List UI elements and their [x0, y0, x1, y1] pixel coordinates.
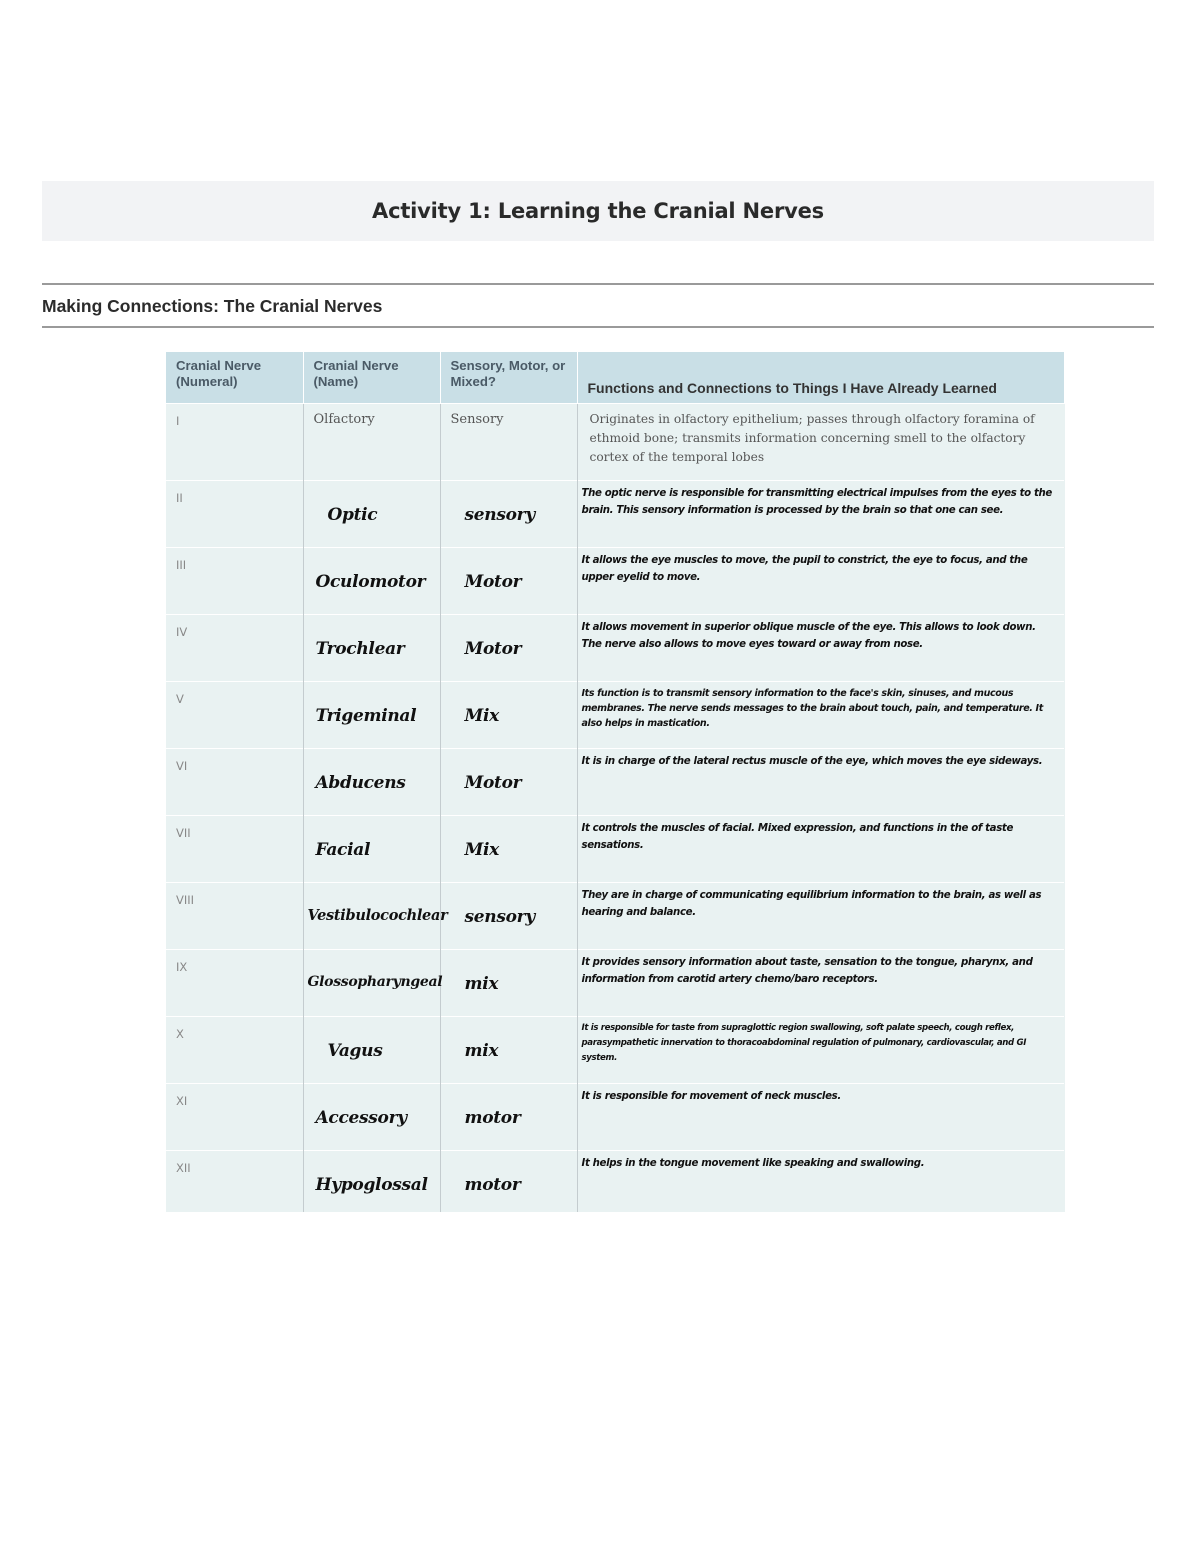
nerve-type: motor	[464, 1108, 521, 1128]
nerve-numeral: VI	[176, 759, 188, 773]
nerve-functions: Its function is to transmit sensory information to the face's skin, sinuses, and mucous membranes. The nerve sends messages to the brain about touch, pain, and temperature. It also helps in mastication.	[581, 688, 1043, 729]
nerve-functions: It helps in the tongue movement like speaking and swallowing.	[581, 1158, 925, 1169]
table-header-row	[166, 352, 1064, 404]
cranial-nerves-table	[166, 352, 1065, 1212]
header-type: Sensory, Motor, or Mixed?	[440, 352, 577, 404]
nerve-name: Olfactory	[313, 412, 375, 427]
table-row	[166, 749, 1064, 816]
nerve-name: Accessory	[315, 1108, 407, 1128]
section-title: Making Connections: The Cranial Nerves	[42, 296, 383, 316]
table-row	[166, 950, 1064, 1017]
nerve-name: Hypoglossal	[315, 1175, 428, 1195]
section-divider-bottom	[42, 326, 1154, 328]
nerve-functions: They are in charge of communicating equilibrium information to the brain, as well as hearing and balance.	[581, 890, 1042, 918]
nerve-numeral: X	[176, 1027, 184, 1041]
table-row	[166, 404, 1064, 481]
table-row	[166, 816, 1064, 883]
nerve-functions: Originates in olfactory epithelium; passes through olfactory foramina of ethmoid bone; transmits information concerning smell to the olfactory cortex of the temporal lobes	[589, 412, 1035, 464]
section-divider-top	[42, 283, 1154, 285]
nerve-name: Oculomotor	[315, 572, 426, 592]
nerve-name: Trochlear	[315, 639, 405, 659]
table-row	[166, 1017, 1064, 1084]
nerve-name: Facial	[315, 840, 371, 860]
nerve-type: mix	[464, 1041, 499, 1061]
nerve-functions: It provides sensory information about taste, sensation to the tongue, pharynx, and information from carotid artery chemo/baro receptors.	[581, 957, 1033, 985]
nerve-name: Vagus	[327, 1041, 383, 1061]
nerve-numeral: V	[176, 692, 184, 706]
nerve-numeral: IV	[176, 625, 188, 639]
nerve-type: sensory	[464, 907, 535, 927]
nerve-functions: It controls the muscles of facial. Mixed expression, and functions in the of taste sensations.	[581, 823, 1013, 851]
nerve-type: Mix	[464, 840, 500, 860]
nerve-functions: It is in charge of the lateral rectus muscle of the eye, which moves the eye sideways.	[581, 756, 1043, 767]
table-row	[166, 481, 1064, 548]
nerve-numeral: III	[176, 558, 187, 572]
nerve-type: Mix	[464, 706, 500, 726]
nerve-type: Motor	[464, 773, 522, 793]
nerve-functions: The optic nerve is responsible for transmitting electrical impulses from the eyes to the brain. This sensory information is processed by the brain so that one can see.	[581, 488, 1052, 516]
nerve-numeral: XII	[176, 1161, 191, 1175]
nerve-numeral: VII	[176, 826, 191, 840]
nerve-type: Motor	[464, 639, 522, 659]
nerve-type: Sensory	[450, 412, 504, 427]
activity-title: Activity 1: Learning the Cranial Nerves	[372, 199, 824, 223]
nerve-functions: It is responsible for movement of neck muscles.	[581, 1091, 841, 1102]
nerve-name: Glossopharyngeal	[307, 974, 443, 990]
nerve-type: sensory	[464, 505, 535, 525]
nerve-functions: It is responsible for taste from supraglottic region swallowing, soft palate speech, cough reflex, parasympathetic innervation to thoracoabdominal regulation of pulmonary, cardiovascular, and GI system.	[581, 1023, 1027, 1063]
table-row	[166, 682, 1064, 749]
nerve-name: Abducens	[315, 773, 406, 793]
table-row	[166, 615, 1064, 682]
nerve-name: Optic	[327, 505, 378, 525]
nerve-functions: It allows the eye muscles to move, the pupil to constrict, the eye to focus, and the upper eyelid to move.	[581, 555, 1028, 583]
nerve-name: Trigeminal	[315, 706, 417, 726]
nerve-numeral: I	[176, 414, 180, 428]
nerve-numeral: VIII	[176, 893, 195, 907]
nerve-functions: It allows movement in superior oblique muscle of the eye. This allows to look down. The nerve also allows to move eyes toward or away from nose.	[581, 622, 1036, 650]
header-numeral: Cranial Nerve (Numeral)	[166, 352, 303, 404]
nerve-numeral: IX	[176, 960, 188, 974]
nerve-name: Vestibulocochlear	[307, 907, 448, 924]
nerve-numeral: II	[176, 491, 183, 505]
nerve-type: mix	[464, 974, 499, 994]
nerve-type: Motor	[464, 572, 522, 592]
nerve-numeral: XI	[176, 1094, 188, 1108]
activity-banner	[42, 181, 1154, 241]
table-row	[166, 1151, 1064, 1212]
table-row	[166, 548, 1064, 615]
nerve-type: motor	[464, 1175, 521, 1195]
header-functions: Functions and Connections to Things I Have Already Learned	[577, 352, 1064, 404]
header-name: Cranial Nerve (Name)	[303, 352, 440, 404]
table-row	[166, 883, 1064, 950]
table-row	[166, 1084, 1064, 1151]
